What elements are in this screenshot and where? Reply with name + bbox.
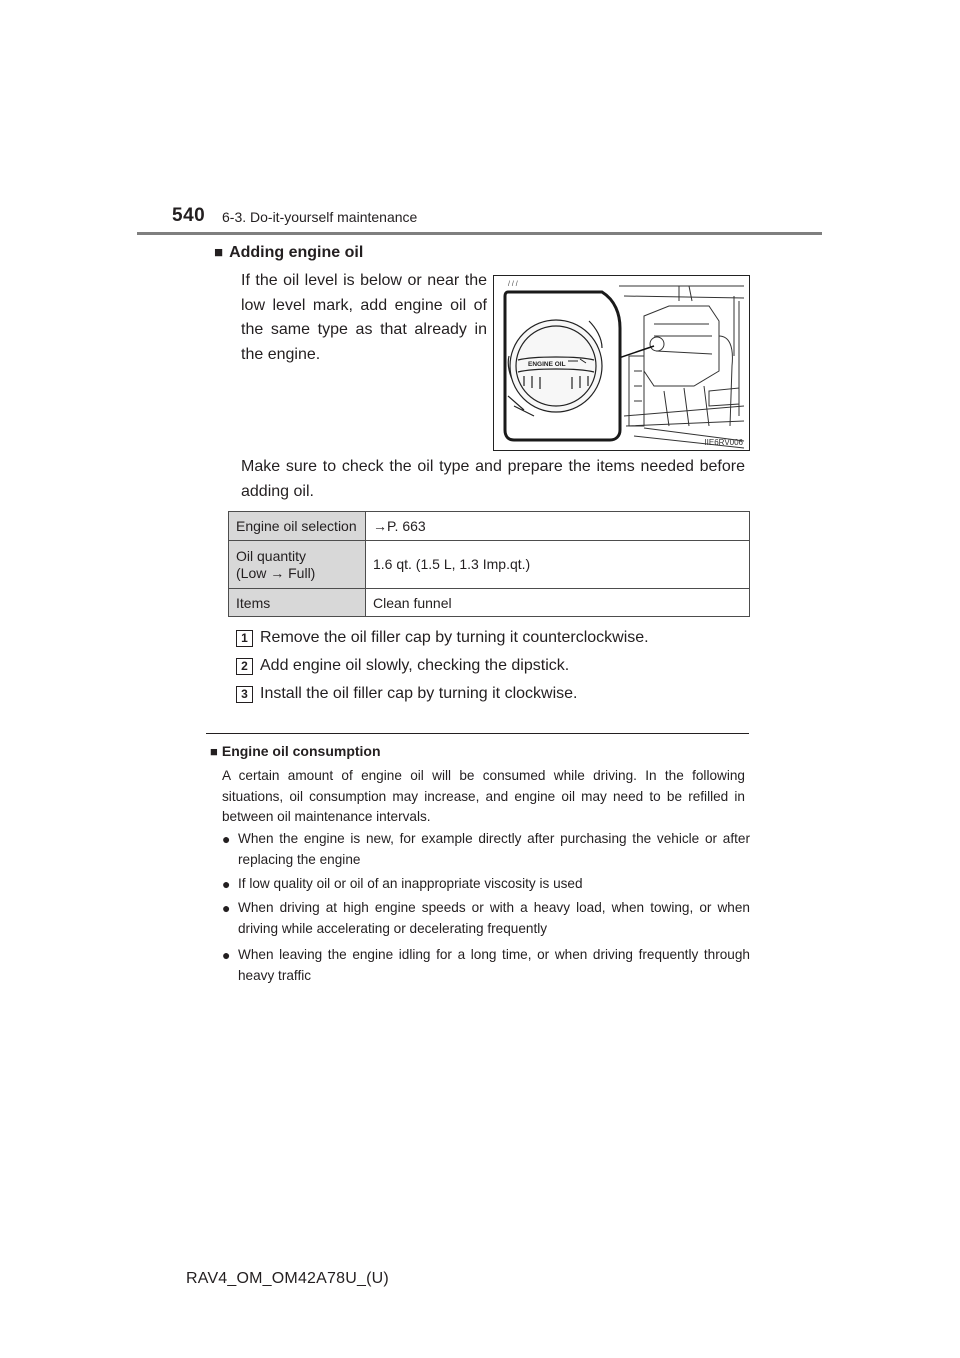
list-item: [222, 945, 750, 986]
step-3: [236, 685, 577, 703]
document-code: RAV4_OM_OM42A78U_(U): [186, 1270, 389, 1287]
bullet-icon: ●: [222, 900, 231, 916]
oil-spec-table: [228, 511, 750, 617]
step-text: Install the oil filler cap by turning it clockwise.: [260, 685, 578, 702]
table-row: [229, 512, 750, 541]
bullet-icon: ●: [222, 831, 231, 847]
consumption-title: Engine oil consumption: [221, 743, 381, 759]
step-1: [236, 629, 649, 647]
bullet-text: When driving at high engine speeds or with a heavy load, when towing, or when driving while accelerating or decelerating frequently: [238, 900, 750, 936]
header-rule: [137, 232, 822, 235]
info-rule: [206, 733, 749, 734]
table-key-line: Oil quantity: [236, 547, 307, 564]
adding-oil-intro: If the oil level is below or near the low level mark, add engine oil of the same type as that already in the engine.: [241, 272, 487, 363]
table-key: Items: [229, 589, 366, 617]
step-number-badge: 3: [236, 686, 253, 703]
step-number-badge: 1: [236, 630, 253, 647]
table-key: Engine oil selection: [229, 512, 366, 541]
adding-oil-note: Make sure to check the oil type and prepare the items needed before adding oil.: [241, 458, 745, 500]
consumption-intro: A certain amount of engine oil will be consumed while driving. In the following situations, oil consumption may increase, and engine oil may need to be refilled in between oil maintenance intervals.: [222, 768, 745, 824]
table-row: [229, 589, 750, 617]
bullet-icon: ●: [222, 947, 231, 963]
list-item: [222, 898, 750, 939]
engine-bay-drawing: [494, 276, 749, 450]
oil-filler-cap-illustration: [493, 275, 750, 451]
square-marker-icon: ■: [210, 744, 218, 759]
table-key-line: (Low → Full): [236, 564, 316, 581]
step-text: Remove the oil filler cap by turning it counterclockwise.: [260, 629, 649, 646]
table-value: →P. 663: [366, 512, 750, 541]
figure-corner-mark: / / /: [508, 281, 518, 288]
table-key: [229, 541, 366, 589]
table-value: 1.6 qt. (1.5 L, 1.3 Imp.qt.): [366, 541, 750, 589]
step-number-badge: 2: [236, 658, 253, 675]
table-row: [229, 541, 750, 589]
square-marker-icon: ■: [214, 244, 224, 261]
section-title: 6-3. Do-it-yourself maintenance: [222, 209, 418, 225]
bullet-text: When the engine is new, for example directly after purchasing the vehicle or after replacing the engine: [238, 831, 750, 867]
adding-oil-title: Adding engine oil: [229, 244, 364, 261]
figure-code: IIE6RV006: [704, 438, 743, 447]
bullet-text: When leaving the engine idling for a long time, or when driving frequently through heavy traffic: [238, 947, 750, 983]
list-item: [222, 829, 750, 870]
step-2: [236, 657, 569, 675]
list-item: [222, 874, 750, 895]
page-number: 540: [172, 205, 206, 226]
table-value: Clean funnel: [366, 589, 750, 617]
consumption-heading: [210, 743, 381, 759]
adding-oil-heading: [214, 244, 363, 262]
step-text: Add engine oil slowly, checking the dipstick.: [260, 657, 570, 674]
bullet-text: If low quality oil or oil of an inappropriate viscosity is used: [238, 876, 583, 891]
bullet-icon: ●: [222, 876, 231, 892]
cap-label: ENGINE OIL: [528, 361, 566, 368]
